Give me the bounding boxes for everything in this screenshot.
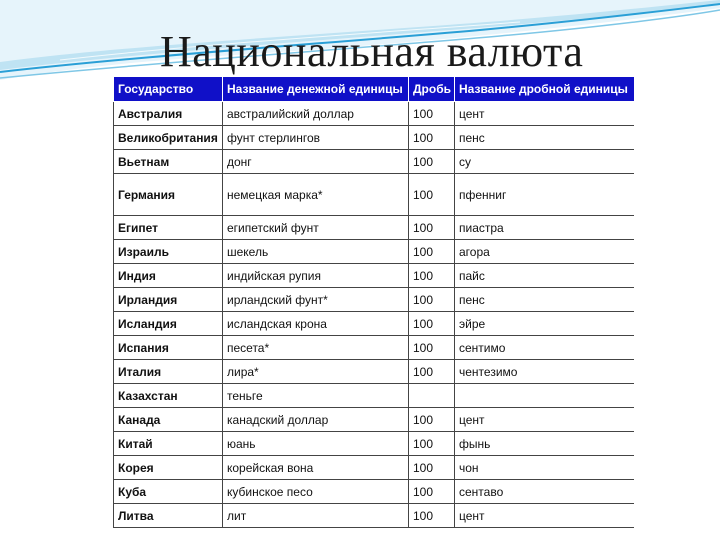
cell-fraction: 100 [409,102,455,126]
cell-fraction: 100 [409,504,455,528]
cell-country: Исландия [114,312,223,336]
cell-subunit: пфенниг [455,174,635,216]
cell-currency: лира* [223,360,409,384]
currency-table-image [113,76,634,546]
currency-table [113,76,634,528]
cell-currency: египетский фунт [223,216,409,240]
cell-fraction: 100 [409,264,455,288]
cell-currency: канадский доллар [223,408,409,432]
cell-subunit: пиастра [455,216,635,240]
cell-fraction: 100 [409,432,455,456]
cell-country: Израиль [114,240,223,264]
header-country: Государство [114,77,223,102]
cell-fraction: 100 [409,150,455,174]
cell-fraction: 100 [409,408,455,432]
cell-country: Литва [114,504,223,528]
cell-currency: донг [223,150,409,174]
cell-country: Казахстан [114,384,223,408]
cell-fraction: 100 [409,240,455,264]
header-currency: Название денежной единицы [223,77,409,102]
cell-currency: кубинское песо [223,480,409,504]
cell-country: Канада [114,408,223,432]
cell-subunit: сентимо [455,336,635,360]
cell-subunit: цент [455,504,635,528]
cell-subunit: су [455,150,635,174]
cell-currency: песета* [223,336,409,360]
cell-country: Вьетнам [114,150,223,174]
cell-currency: исландская крона [223,312,409,336]
cell-currency: ирландский фунт* [223,288,409,312]
cell-currency: юань [223,432,409,456]
cell-fraction: 100 [409,216,455,240]
cell-subunit: сентаво [455,480,635,504]
cell-subunit: фынь [455,432,635,456]
table-row [114,126,635,150]
cell-country: Куба [114,480,223,504]
table-row [114,102,635,126]
cell-country: Египет [114,216,223,240]
cell-fraction: 100 [409,288,455,312]
cell-subunit: пенс [455,288,635,312]
cell-subunit: чентезимо [455,360,635,384]
cell-currency: шекель [223,240,409,264]
header-fraction: Дробь [409,77,455,102]
cell-fraction: 100 [409,336,455,360]
cell-currency: немецкая марка* [223,174,409,216]
cell-country: Ирландия [114,288,223,312]
cell-subunit [455,384,635,408]
cell-currency: корейская вона [223,456,409,480]
table-row [114,336,635,360]
header-subunit: Название дробной единицы [455,77,635,102]
table-row [114,240,635,264]
cell-subunit: пенс [455,126,635,150]
cell-country: Испания [114,336,223,360]
cell-subunit: чон [455,456,635,480]
table-row [114,456,635,480]
cell-country: Италия [114,360,223,384]
cell-fraction: 100 [409,126,455,150]
cell-fraction: 100 [409,174,455,216]
cell-country: Корея [114,456,223,480]
cell-subunit: пайс [455,264,635,288]
cell-currency: индийская рупия [223,264,409,288]
slide-title: Национальная валюта [160,27,584,76]
table-row [114,384,635,408]
cell-country: Австралия [114,102,223,126]
cell-fraction: 100 [409,360,455,384]
table-row [114,174,635,216]
cell-country: Великобритания [114,126,223,150]
table-row [114,264,635,288]
cell-currency: теньге [223,384,409,408]
table-row [114,408,635,432]
cell-country: Германия [114,174,223,216]
cell-fraction: 100 [409,312,455,336]
table-row [114,288,635,312]
table-row [114,432,635,456]
cell-subunit: эйре [455,312,635,336]
cell-fraction: 100 [409,480,455,504]
cell-currency: фунт стерлингов [223,126,409,150]
cell-fraction [409,384,455,408]
table-row [114,216,635,240]
cell-subunit: цент [455,408,635,432]
table-row [114,360,635,384]
table-row [114,150,635,174]
table-header-row [114,77,635,102]
cell-subunit: агора [455,240,635,264]
cell-country: Китай [114,432,223,456]
cell-currency: австралийский доллар [223,102,409,126]
table-row [114,312,635,336]
table-row [114,504,635,528]
table-row [114,480,635,504]
cell-fraction: 100 [409,456,455,480]
cell-currency: лит [223,504,409,528]
cell-subunit: цент [455,102,635,126]
cell-country: Индия [114,264,223,288]
